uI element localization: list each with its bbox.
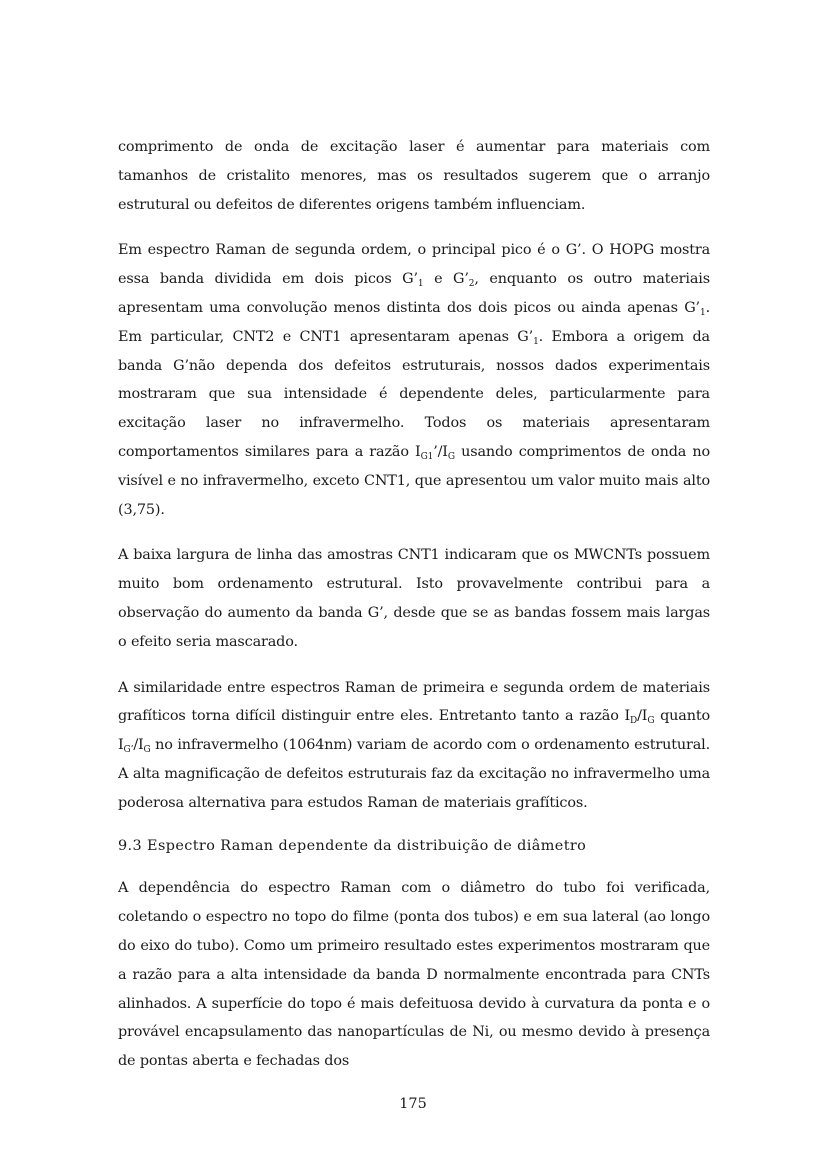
text-run: ’/I (433, 443, 448, 460)
text-run: e G’ (423, 271, 469, 288)
text-run: . Em particular, CNT2 e CNT1 apresentaram apenas G’ (118, 299, 710, 345)
subscript: G (143, 745, 151, 756)
paragraph-5: A dependência do espectro Raman com o diâmetro do tubo foi verificada, coletando o espectro no topo do filme (ponta dos tubos) e em sua lateral (ao longo do eixo do tubo). Como um primeiro resultado estes experimentos mostraram que a razão para a alta intensidade da banda D normalmente encontrada para CNTs alinhados. A superfície do topo é mais defeituosa devido à curvatura da ponta e o provável encapsulamento das nanopartículas de Ni, ou mesmo devido à presença de pontas aberta e fechadas dos (118, 880, 710, 1070)
subscript: 2 (468, 279, 475, 290)
subscript: D (630, 716, 638, 727)
section-heading: 9.3 Espectro Raman dependente da distribuição de diâmetro (118, 837, 587, 854)
paragraph-3: A baixa largura de linha das amostras CNT1 indicaram que os MWCNTs possuem muito bom ordenamento estrutural. Isto provavelmente contribui para a observação do aumento da banda G’, desde que se as bandas fossem mais largas o efeito seria mascarado. (118, 547, 710, 650)
paragraph-1: comprimento de onda de excitação laser é aumentar para materiais com tamanhos de cristalito menores, mas os resultados sugerem que o arranjo estrutural ou defeitos de diferentes origens também influenciam. (118, 139, 710, 213)
subscript: G (447, 451, 455, 462)
subscript: 1 (699, 307, 706, 318)
page-body (118, 133, 710, 1076)
page-number: 175 (399, 1096, 427, 1112)
subscript: 1 (533, 336, 539, 347)
text-run: no infravermelho (1064nm) variam de acordo com o ordenamento estrutural. A alta magnificação de defeitos estruturais faz da excitação no infravermelho uma poderosa alternativa para estudos Raman de materiais grafíticos. (118, 737, 710, 811)
text-run: /I (133, 737, 144, 754)
text-run: /I (637, 708, 648, 725)
subscript: G (647, 716, 655, 727)
text-run: A similaridade entre espectros Raman de primeira e segunda ordem de materiais grafíticos torna difícil distinguir entre eles. Entretanto tanto a razão I (118, 679, 710, 725)
text-run: usando comprimentos de onda no visível e no infravermelho, exceto CNT1, que apresentou um valor muito mais alto (3,75). (118, 443, 710, 518)
subscript: G1 (420, 451, 434, 462)
paragraph-2 (118, 236, 710, 524)
text-run: , enquanto os outro materiais apresentam uma convolução menos distinta dos dois picos ou ainda apenas G’ (118, 271, 710, 316)
text-run: . Embora a origem da banda G’não dependa dos defeitos estruturais, nossos dados experimentais mostraram que sua intensidade é dependente deles, particularmente para excitação laser no infravermelho. Todos os materiais apresentaram comportamentos similares para a razão I (118, 328, 710, 460)
subscript: 1 (417, 279, 424, 290)
text-run: quanto I (118, 708, 710, 754)
paragraph-4 (118, 674, 710, 818)
subscript: G’ (123, 745, 134, 756)
text-run: Em espectro Raman de segunda ordem, o principal pico é o G’. O HOPG mostra essa banda dividida em dois picos G’ (118, 242, 710, 288)
